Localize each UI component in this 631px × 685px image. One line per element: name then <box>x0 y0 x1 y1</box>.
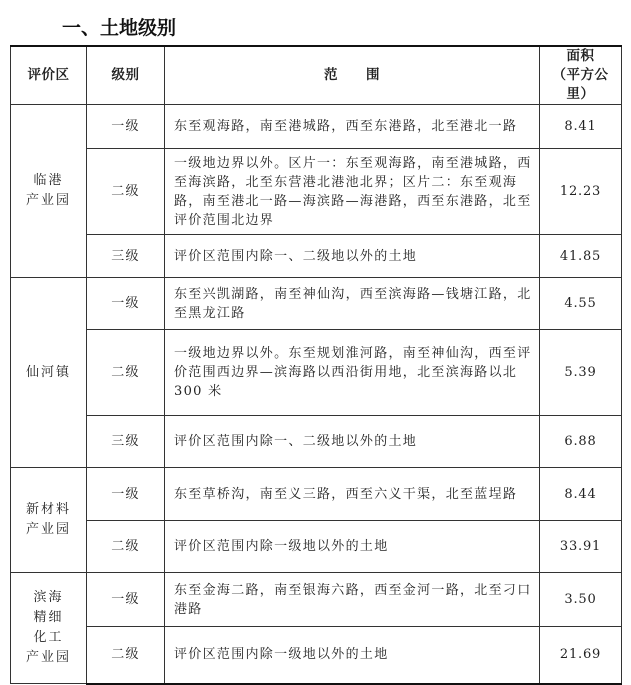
header-range: 范 围 <box>165 46 540 105</box>
area-cell: 8.41 <box>540 105 622 149</box>
level-cell: 二级 <box>87 330 165 416</box>
area-cell: 21.69 <box>540 627 622 684</box>
area-cell: 33.91 <box>540 521 622 573</box>
table-row <box>11 330 622 416</box>
range-cell: 评价区范围内除一、二级地以外的土地 <box>165 235 540 278</box>
level-cell: 二级 <box>87 627 165 684</box>
range-cell: 东至观海路，南至港城路，西至东港路，北至港北一路 <box>165 105 540 149</box>
range-cell: 评价区范围内除一级地以外的土地 <box>165 521 540 573</box>
range-cell: 评价区范围内除一、二级地以外的土地 <box>165 416 540 468</box>
area-cell: 3.50 <box>540 573 622 627</box>
zone-cell: 新材料 产业园 <box>11 468 87 573</box>
header-area-line1: 面积 <box>566 48 595 64</box>
header-level: 级别 <box>87 46 165 105</box>
header-area-line2: （平方公里） <box>552 67 609 102</box>
area-cell: 41.85 <box>540 235 622 278</box>
section-title: 一、土地级别 <box>62 17 177 39</box>
table-row <box>11 468 622 521</box>
area-cell: 8.44 <box>540 468 622 521</box>
table-row <box>11 627 622 684</box>
range-cell: 东至兴凯湖路，南至神仙沟，西至滨海路—钱塘江路，北至黑龙江路 <box>165 278 540 330</box>
table-row <box>11 573 622 627</box>
range-cell: 东至草桥沟，南至义三路，西至六义干渠，北至蓝埕路 <box>165 468 540 521</box>
level-cell: 一级 <box>87 468 165 521</box>
level-cell: 二级 <box>87 521 165 573</box>
table-row <box>11 235 622 278</box>
range-cell: 评价区范围内除一级地以外的土地 <box>165 627 540 684</box>
level-cell: 三级 <box>87 416 165 468</box>
table-row <box>11 149 622 235</box>
area-cell: 12.23 <box>540 149 622 235</box>
level-cell: 一级 <box>87 278 165 330</box>
zone-cell: 仙河镇 <box>11 278 87 468</box>
zone-cell: 滨海 精细 化工 产业园 <box>11 573 87 684</box>
table-row <box>11 416 622 468</box>
table-header-row <box>11 46 622 105</box>
level-cell: 二级 <box>87 149 165 235</box>
area-cell: 4.55 <box>540 278 622 330</box>
level-cell: 一级 <box>87 105 165 149</box>
level-cell: 一级 <box>87 573 165 627</box>
header-area <box>540 46 622 105</box>
range-cell: 一级地边界以外。东至规划淮河路，南至神仙沟，西至评价范围西边界—滨海路以西沿街用地，北至滨海路以北 300 米 <box>165 330 540 416</box>
zone-cell: 临港 产业园 <box>11 105 87 278</box>
land-level-table <box>10 45 622 685</box>
level-cell: 三级 <box>87 235 165 278</box>
table-row <box>11 278 622 330</box>
table-row <box>11 105 622 149</box>
range-cell: 东至金海二路，南至银海六路，西至金河一路，北至刁口港路 <box>165 573 540 627</box>
header-zone: 评价区 <box>11 46 87 105</box>
area-cell: 5.39 <box>540 330 622 416</box>
area-cell: 6.88 <box>540 416 622 468</box>
range-cell: 一级地边界以外。区片一：东至观海路，南至港城路，西至海滨路，北至东营港北港池北界；区片二：东至观海路，南至港北一路—海滨路—海港路，西至东港路，北至评价范围北边界 <box>165 149 540 235</box>
table-row <box>11 521 622 573</box>
